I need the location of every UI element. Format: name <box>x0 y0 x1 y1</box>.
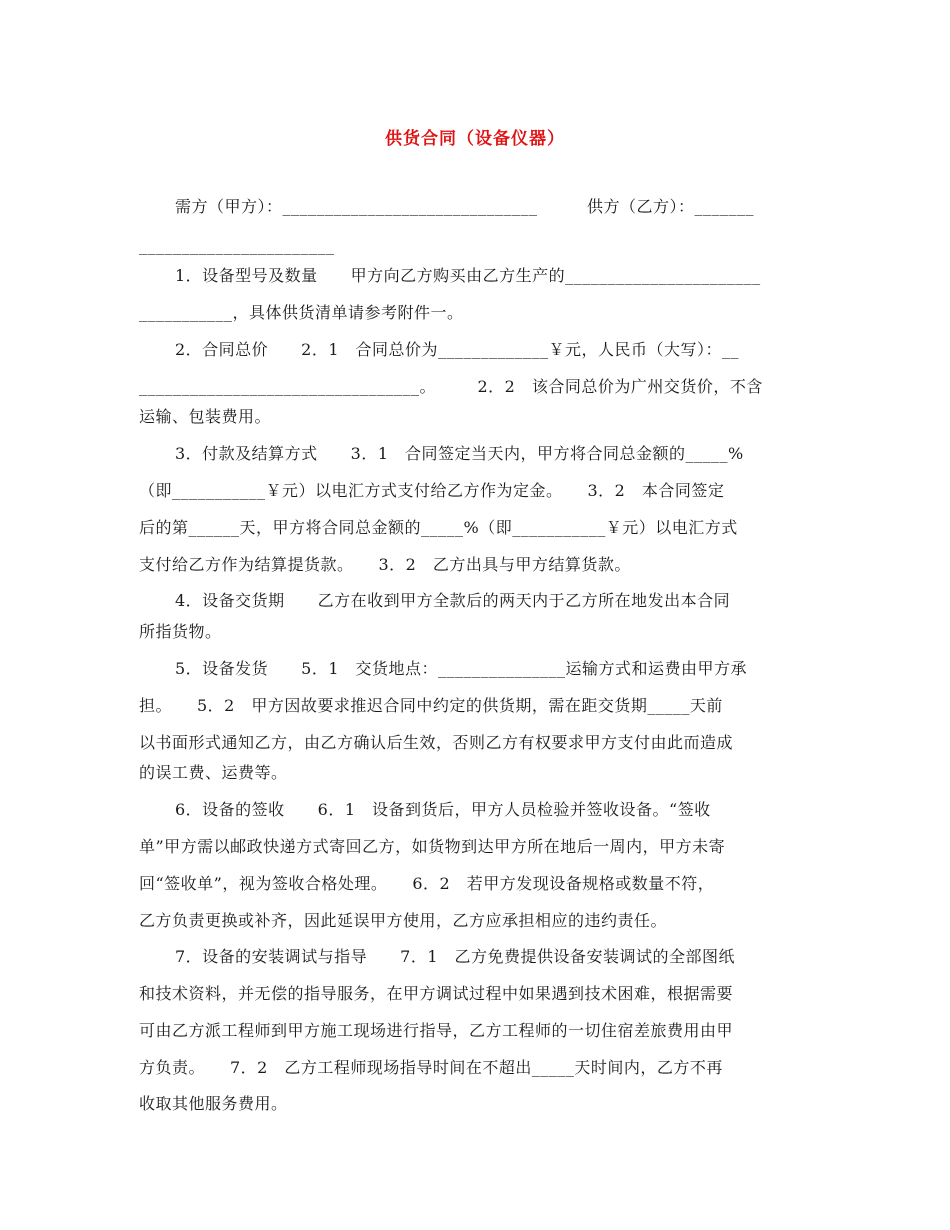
document-title: 供货合同（设备仪器） <box>385 129 565 149</box>
contract-line: 7．设备的安装调试与指导 7．1 乙方免费提供设备安装调试的全部图纸 <box>175 947 736 966</box>
contract-line: 和技术资料，并无偿的指导服务，在甲方调试过程中如果遇到技术困难，根据需要 <box>139 984 734 1003</box>
contract-line: （即___________￥元）以电汇方式支付给乙方作为定金。 3．2 本合同签定 <box>139 481 725 500</box>
contract-line: 乙方负责更换或补齐，因此延误甲方使用，乙方应承担相应的违约责任。 <box>139 911 668 930</box>
contract-line: 以书面形式通知乙方，由乙方确认后生效，否则乙方有权要求甲方支付由此而造成 <box>139 733 734 752</box>
contract-line: 需方（甲方）：______________________________ 供方（乙方）：_______ <box>175 197 755 216</box>
contract-line: 后的第______天，甲方将合同总金额的_____%（即___________￥元）以电汇方式 <box>139 518 738 537</box>
contract-line: 支付给乙方作为结算提货款。 3．2 乙方出具与甲方结算货款。 <box>139 555 631 574</box>
contract-line: _______________________ <box>139 236 335 255</box>
contract-line: 运输、包装费用。 <box>139 407 272 426</box>
contract-line: 6．设备的签收 6．1 设备到货后，甲方人员检验并签收设备。“签收 <box>175 800 711 819</box>
contract-line: 的误工费、运费等。 <box>139 763 288 782</box>
contract-line: 担。 5．2 甲方因故要求推迟合同中约定的供货期，需在距交货期_____天前 <box>139 696 723 715</box>
contract-line: 4．设备交货期 乙方在收到甲方全款后的两天内于乙方所在地发出本合同 <box>175 591 731 610</box>
contract-line: 可由乙方派工程师到甲方施工现场进行指导，乙方工程师的一切住宿差旅费用由甲 <box>139 1021 734 1040</box>
contract-line: 1．设备型号及数量 甲方向乙方购买由乙方生产的_______________________ <box>175 266 761 285</box>
contract-line: 收取其他服务费用。 <box>139 1094 288 1113</box>
contract-line: ___________，具体供货清单请参考附件一。 <box>139 303 464 322</box>
contract-line: 方负责。 7．2 乙方工程师现场指导时间在不超出_____天时间内，乙方不再 <box>139 1058 723 1077</box>
contract-line: 2．合同总价 2．1 合同总价为_____________￥元，人民币（大写）：__ <box>175 340 740 359</box>
contract-line: 单”甲方需以邮政快递方式寄回乙方，如货物到达甲方所在地后一周内，甲方未寄 <box>139 837 726 856</box>
contract-line: _________________________________。 2．2 该合同总价为广州交货价，不含 <box>139 377 763 396</box>
contract-line: 5．设备发货 5．1 交货地点：_______________运输方式和运费由甲方承 <box>175 659 748 678</box>
contract-line: 回“签收单”，视为签收合格处理。 6．2 若甲方发现设备规格或数量不符， <box>139 874 715 893</box>
contract-line: 3．付款及结算方式 3．1 合同签定当天内，甲方将合同总金额的_____% <box>175 444 744 463</box>
contract-line: 所指货物。 <box>139 622 222 641</box>
